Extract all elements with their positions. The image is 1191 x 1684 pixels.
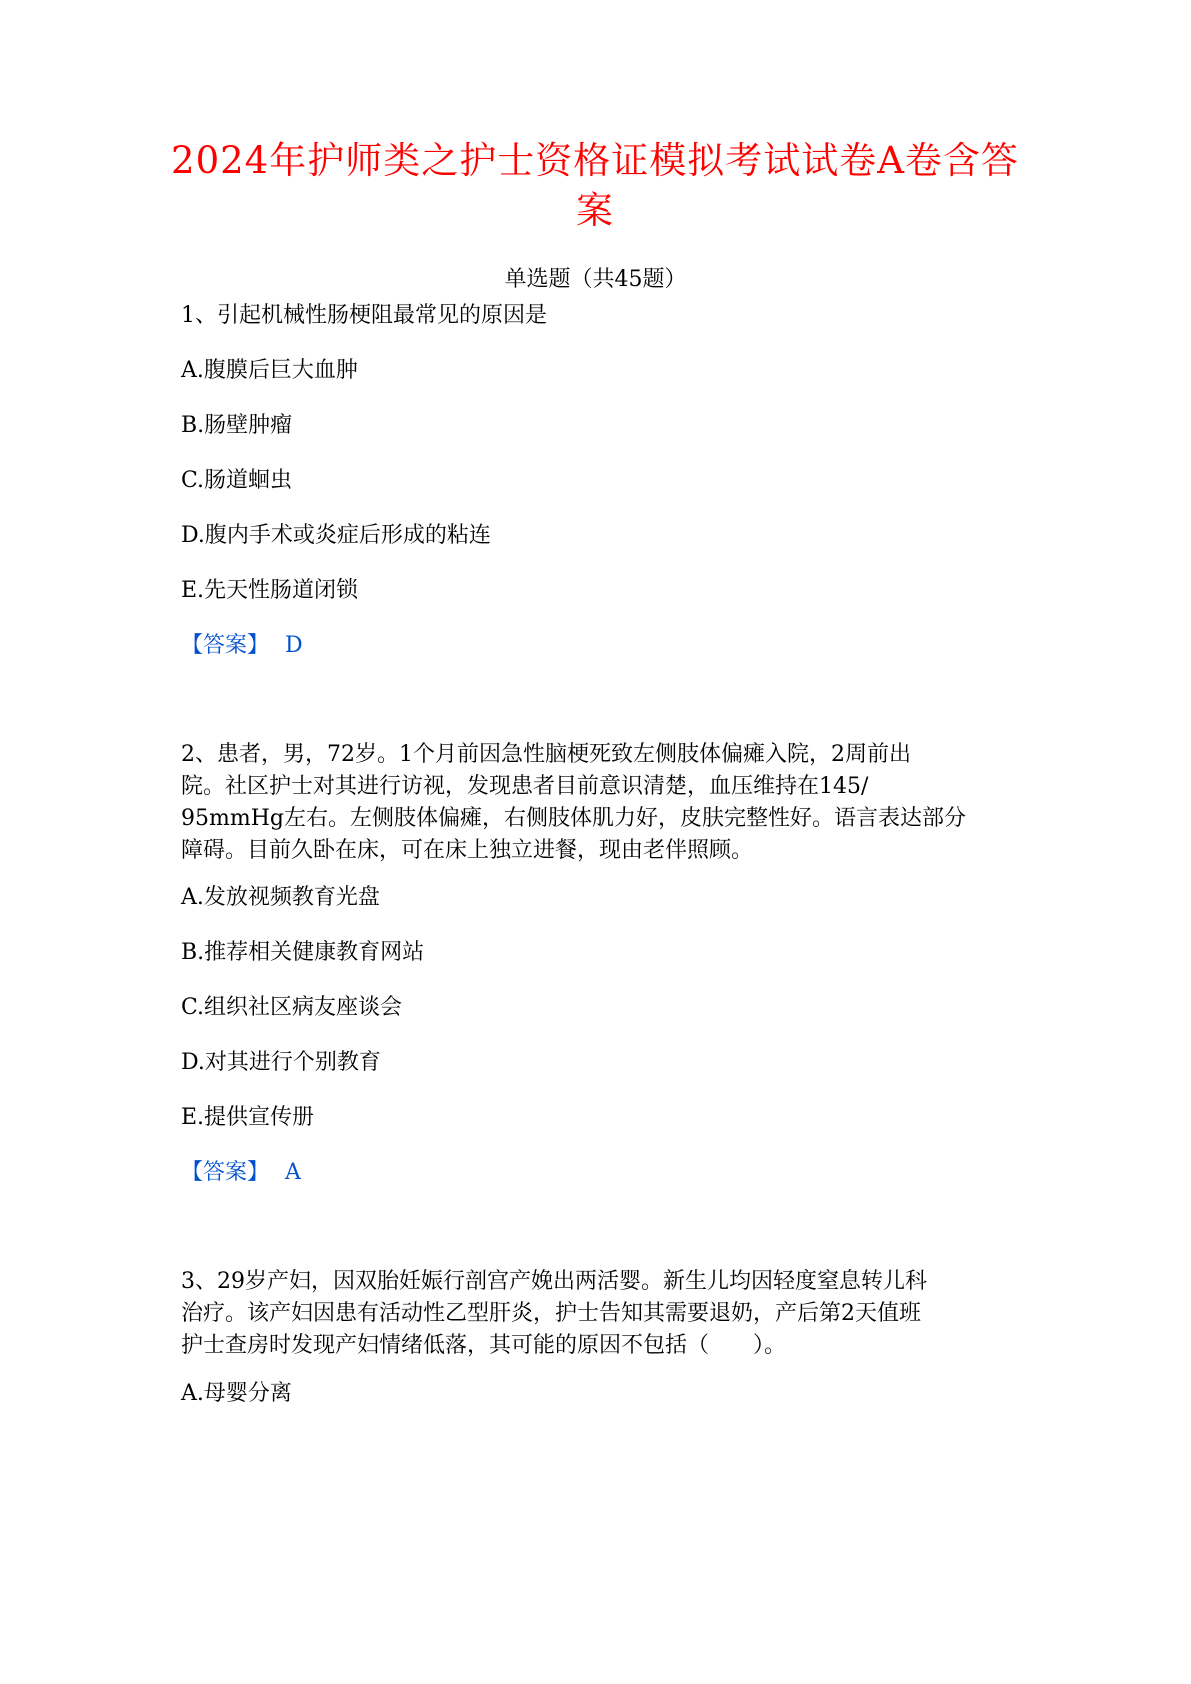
question-1-option-d: D.腹内手术或炎症后形成的粘连: [181, 523, 491, 548]
question-2-option-e: E.提供宣传册: [181, 1105, 315, 1130]
answer-value: D: [285, 633, 303, 658]
question-3-stem-line: 3、29岁产妇，因双胎妊娠行剖宫产娩出两活婴。新生儿均因轻度窒息转儿科: [181, 1269, 927, 1294]
question-2-stem: [181, 739, 1021, 867]
question-1-option-b: B.肠壁肿瘤: [181, 413, 293, 438]
question-2-stem-line: 2、患者，男，72岁。1个月前因急性脑梗死致左侧肢体偏瘫入院，2周前出: [181, 742, 911, 767]
question-3-stem-line: 治疗。该产妇因患有活动性乙型肝炎，护士告知其需要退奶，产后第2天值班: [181, 1301, 921, 1326]
question-3-stem: [181, 1266, 1021, 1362]
title-line-1: 2024年护师类之护士资格证模拟考试试卷A卷含答: [171, 139, 1019, 182]
document-title: [160, 136, 1030, 236]
title-line-2: 案: [576, 189, 614, 232]
question-1-answer: [181, 631, 1021, 661]
question-1-option-a: A.腹膜后巨大血肿: [181, 358, 358, 383]
answer-label: 【答案】: [181, 633, 270, 658]
question-2-option-c: C.组织社区病友座谈会: [181, 995, 403, 1020]
question-1-option-e: E.先天性肠道闭锁: [181, 578, 359, 603]
question-3-option-a: A.母婴分离: [181, 1381, 292, 1406]
question-2-stem-line: 院。社区护士对其进行访视，发现患者目前意识清楚，血压维持在145/: [181, 774, 869, 799]
question-2-option-a: A.发放视频教育光盘: [181, 885, 380, 910]
question-2-option-d: D.对其进行个别教育: [181, 1050, 381, 1075]
question-3-stem-line: 护士查房时发现产妇情绪低落，其可能的原因不包括（ ）。: [181, 1333, 787, 1358]
answer-value: A: [285, 1160, 301, 1185]
question-2-answer: [181, 1158, 1021, 1188]
question-2-option-b: B.推荐相关健康教育网站: [181, 940, 425, 965]
question-1-stem: 1、引起机械性肠梗阻最常见的原因是: [181, 303, 547, 328]
question-1-option-c: C.肠道蛔虫: [181, 468, 293, 493]
answer-label: 【答案】: [181, 1160, 270, 1185]
section-heading: 单选题（共45题）: [504, 267, 687, 292]
question-2-stem-line: 障碍。目前久卧在床，可在床上独立进餐，现由老伴照顾。: [181, 838, 754, 863]
question-2-stem-line: 95mmHg左右。左侧肢体偏瘫，右侧肢体肌力好，皮肤完整性好。语言表达部分: [181, 806, 966, 831]
